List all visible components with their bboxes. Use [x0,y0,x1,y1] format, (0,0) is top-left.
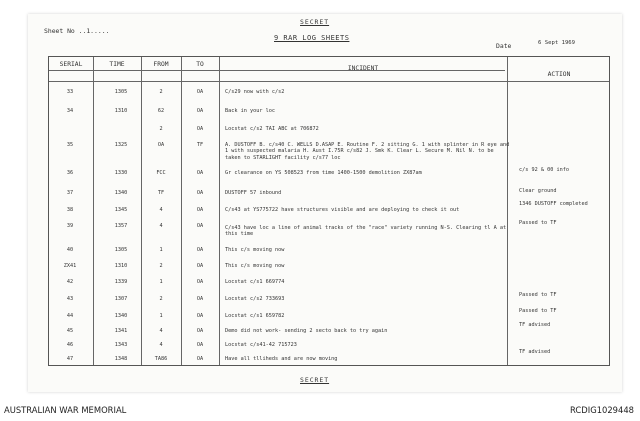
page-title: 9 RAR LOG SHEETS [274,34,350,42]
top-classification: SECRET [300,18,330,26]
date-label: Date [496,42,512,50]
col-to: TO [196,61,204,68]
col-serial: SERIAL [59,61,83,68]
footer-record-id: RCDIG1029448 [570,405,634,415]
log-sheet [28,14,622,392]
footer-institution: AUSTRALIAN WAR MEMORIAL [4,405,127,415]
col-from: FROM [153,61,169,68]
col-time: TIME [109,61,125,68]
sheet-number: Sheet No ..1..... [44,27,110,35]
bottom-classification: SECRET [300,376,330,384]
incident-table: SERIAL TIME FROM TO INCIDENT ACTION 33 1305 2 OA C/s29 now with c/s2 34 1310 62 OA Back in your loc 2 OA Locstat c/s2 TAI ABC at 706872 35 1325 OA TF A. DUSTOFF B. c/s40 C. WELLS D.ASAP E. Routine F. 2 sitting G. 1 with splinter in R eye and 1 with suspected malaria H. Aust I.75R c/s82 J. Smk K. Clear L. Secure M. Nil N. to be taken to STARLIGHT facility c/s77 loc 36 1330 FCC OA Gr clearance on YS 508523 from time 1400-1500 demolition ZX87am c/s 92 & 00 info 37 1340 TF OA DUSTOFF 57 inbound Clear ground 38 1345 4 OA C/s43 at YS775722 have structures visible and are deploying to check it out 1346 DUSTOFF completed 39 1357 4 OA C/s43 have loc a line of animal tracks of the "race" variety running N-S. Clearing tl A at this time Passed to TF 40 1305 1 OA This c/s moving now ZX41 1310 2 OA This c/s moving now 42 1339 1 OA Locstat c/s1 669774 43 1307 2 OA Locstat c/s2 733693 Passed to TF 44 1340 1 OA Locstat c/s1 659782 Passed to TF 45 1341 4 OA Demo did not work- sending 2 secto back to try again TF advised 46 1343 4 OA Locstat c/s41-42 715723 47 1348 TA86 OA Have all tlliheds and are now moving TF advised [48,56,610,366]
col-action: ACTION [547,71,571,78]
col-incident: INCIDENT [347,65,379,72]
date-value: 6 Sept 1969 [538,40,576,46]
